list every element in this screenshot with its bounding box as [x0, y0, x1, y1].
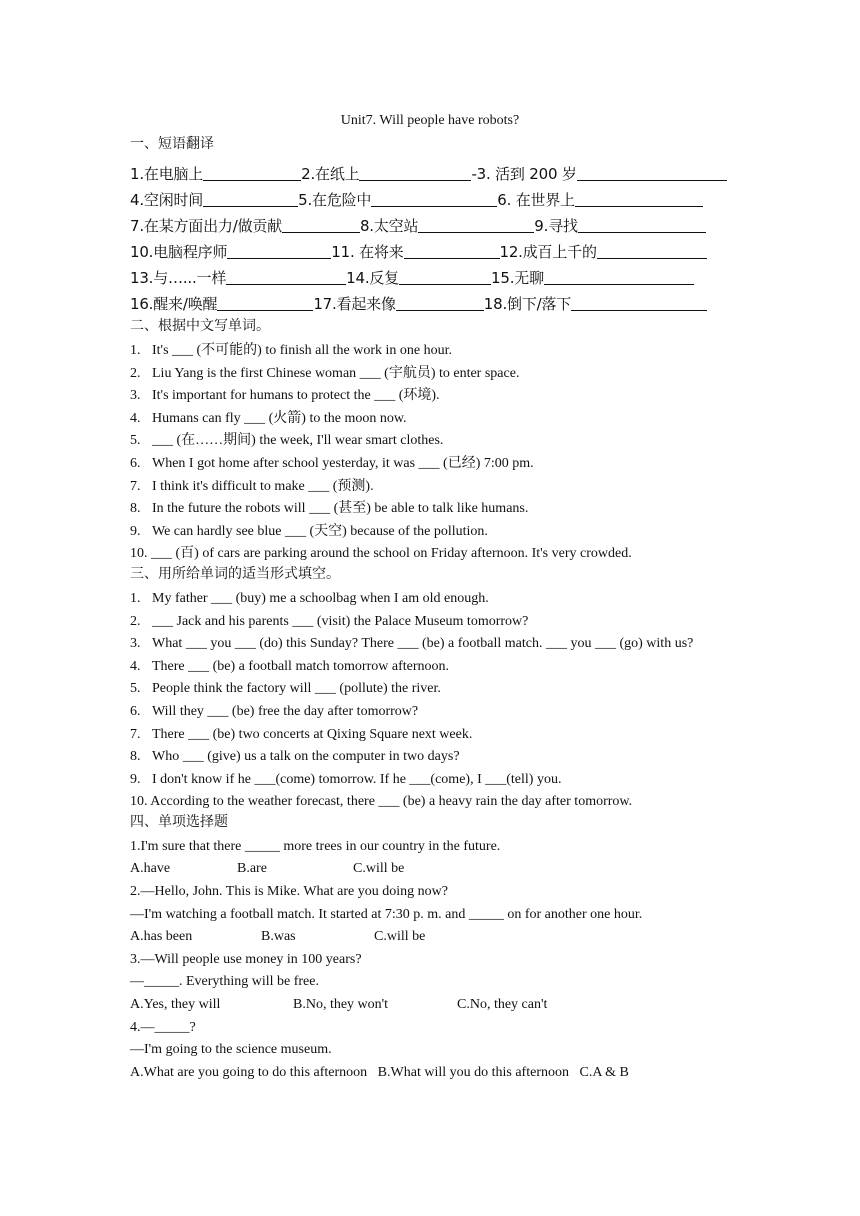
answer-blank: [404, 243, 500, 259]
question-item: 5. People think the factory will ___ (pollute) the river.: [130, 681, 441, 697]
worksheet-body: [130, 136, 730, 1084]
phrase-row: [130, 214, 730, 240]
mc-question-2: 2.—Hello, John. This is Mike. What are you doing now?: [130, 884, 448, 900]
mc-question-4-line2: —I'm going to the science museum.: [130, 1042, 332, 1058]
phrase-label: 13.与…...一样: [130, 269, 227, 287]
question-item: 2. ___ Jack and his parents ___ (visit) the Palace Museum tomorrow?: [130, 613, 529, 629]
phrase-label: 1.在电脑上: [130, 165, 204, 183]
answer-blank: [597, 243, 707, 259]
answer-blank: [217, 295, 313, 311]
question-item: 5. ___ (在……期间) the week, I'll wear smart clothes.: [130, 433, 444, 449]
mc-options-1: A.have B.are C.will be: [130, 861, 405, 877]
answer-blank: [371, 191, 497, 207]
question-item: 4. There ___ (be) a football match tomorrow afternoon.: [130, 658, 450, 674]
phrase-label: 12.成百上千的: [499, 243, 597, 261]
phrase-label: 4.空闲时间: [130, 191, 204, 209]
mc-options-4: A.What are you going to do this afternoon B.What will you do this afternoon C.A & B: [130, 1064, 629, 1080]
phrase-row: [130, 188, 730, 214]
question-item: 1. It's ___ (不可能的) to finish all the work in one hour.: [130, 343, 452, 358]
section-1-heading: 一、短语翻译: [130, 137, 214, 152]
phrase-label: 10.电脑程序师: [130, 243, 228, 261]
mc-options-2: A.has been B.was C.will be: [130, 929, 426, 945]
answer-blank: [203, 191, 298, 207]
answer-blank: [227, 243, 331, 259]
answer-blank: [226, 269, 346, 285]
phrase-label: 15.无聊: [491, 269, 544, 287]
question-item: 2. Liu Yang is the first Chinese woman ___ (宇航员) to enter space.: [130, 365, 520, 381]
answer-blank: [544, 269, 694, 285]
answer-blank: [282, 217, 360, 233]
question-item: 9. I don't know if he ___(come) tomorrow. If he ___(come), I ___(tell) you.: [130, 771, 562, 787]
section-4-heading: 四、单项选择题: [130, 814, 228, 830]
phrase-label: 17.看起来像: [313, 295, 396, 313]
answer-blank: [396, 295, 484, 311]
question-item: 6. Will they ___ (be) free the day after tomorrow?: [130, 703, 419, 719]
phrase-row: [130, 292, 730, 318]
question-item: 4. Humans can fly ___ (火箭) to the moon now.: [130, 410, 407, 426]
question-item: 10. ___ (百) of cars are parking around the school on Friday afternoon. It's very crowded.: [130, 546, 632, 562]
question-item: 6. When I got home after school yesterday, it was ___ (已经) 7:00 pm.: [130, 455, 534, 471]
answer-blank: [571, 295, 707, 311]
phrase-label: 6. 在世界上: [497, 191, 575, 209]
phrase-label: 18.倒下/落下: [483, 295, 572, 313]
answer-blank: [203, 165, 301, 181]
phrase-label: 7.在某方面出力/做贡献: [130, 217, 282, 235]
answer-blank: [575, 191, 703, 207]
phrase-row: [130, 240, 730, 266]
phrase-label: 9.寻找: [534, 217, 578, 235]
question-item: 3. What ___ you ___ (do) this Sunday? There ___ (be) a football match. ___ you ___ (go) with us?: [130, 636, 694, 652]
answer-blank: [577, 165, 727, 181]
question-item: 3. It's important for humans to protect the ___ (环境).: [130, 388, 440, 404]
phrase-label: 16.醒来/唤醒: [130, 295, 218, 313]
phrase-label: 11. 在将来: [331, 243, 404, 261]
section-3-heading: 三、用所给单词的适当形式填空。: [130, 566, 340, 582]
mc-options-3: A.Yes, they will B.No, they won't C.No, they can't: [130, 997, 548, 1013]
mc-question-1: 1.I'm sure that there _____ more trees in our country in the future.: [130, 838, 501, 854]
question-item: 1. My father ___ (buy) me a schoolbag when I am old enough.: [130, 590, 489, 606]
question-item: 7. I think it's difficult to make ___ (预测).: [130, 478, 374, 494]
phrase-label: 5.在危险中: [298, 191, 372, 209]
phrase-row: [130, 266, 730, 292]
phrase-label: 2.在纸上: [301, 165, 360, 183]
section-2-heading: 二、根据中文写单词。: [130, 319, 270, 334]
question-item: 10. According to the weather forecast, there ___ (be) a heavy rain the day after tomorrow.: [130, 794, 633, 810]
mc-question-3: 3.—Will people use money in 100 years?: [130, 951, 362, 967]
phrase-label: -3. 活到 200 岁: [471, 165, 577, 183]
question-item: 8. Who ___ (give) us a talk on the computer in two days?: [130, 749, 460, 765]
question-item: 7. There ___ (be) two concerts at Qixing Square next week.: [130, 726, 473, 742]
answer-blank: [359, 165, 471, 181]
page-title: Unit7. Will people have robots?: [340, 113, 520, 128]
mc-question-4: 4.—_____?: [130, 1019, 196, 1035]
answer-blank: [399, 269, 491, 285]
mc-question-3-line2: —_____. Everything will be free.: [130, 974, 319, 990]
phrase-label: 8.太空站: [359, 217, 419, 235]
answer-blank: [418, 217, 534, 233]
question-item: 9. We can hardly see blue ___ (天空) because of the pollution.: [130, 523, 488, 539]
answer-blank: [578, 217, 706, 233]
mc-question-2-line2: —I'm watching a football match. It started at 7:30 p. m. and _____ on for another one hour.: [130, 906, 643, 922]
phrase-row: [130, 162, 730, 188]
phrase-label: 14.反复: [346, 269, 400, 287]
question-item: 8. In the future the robots will ___ (甚至) be able to talk like humans.: [130, 501, 529, 517]
